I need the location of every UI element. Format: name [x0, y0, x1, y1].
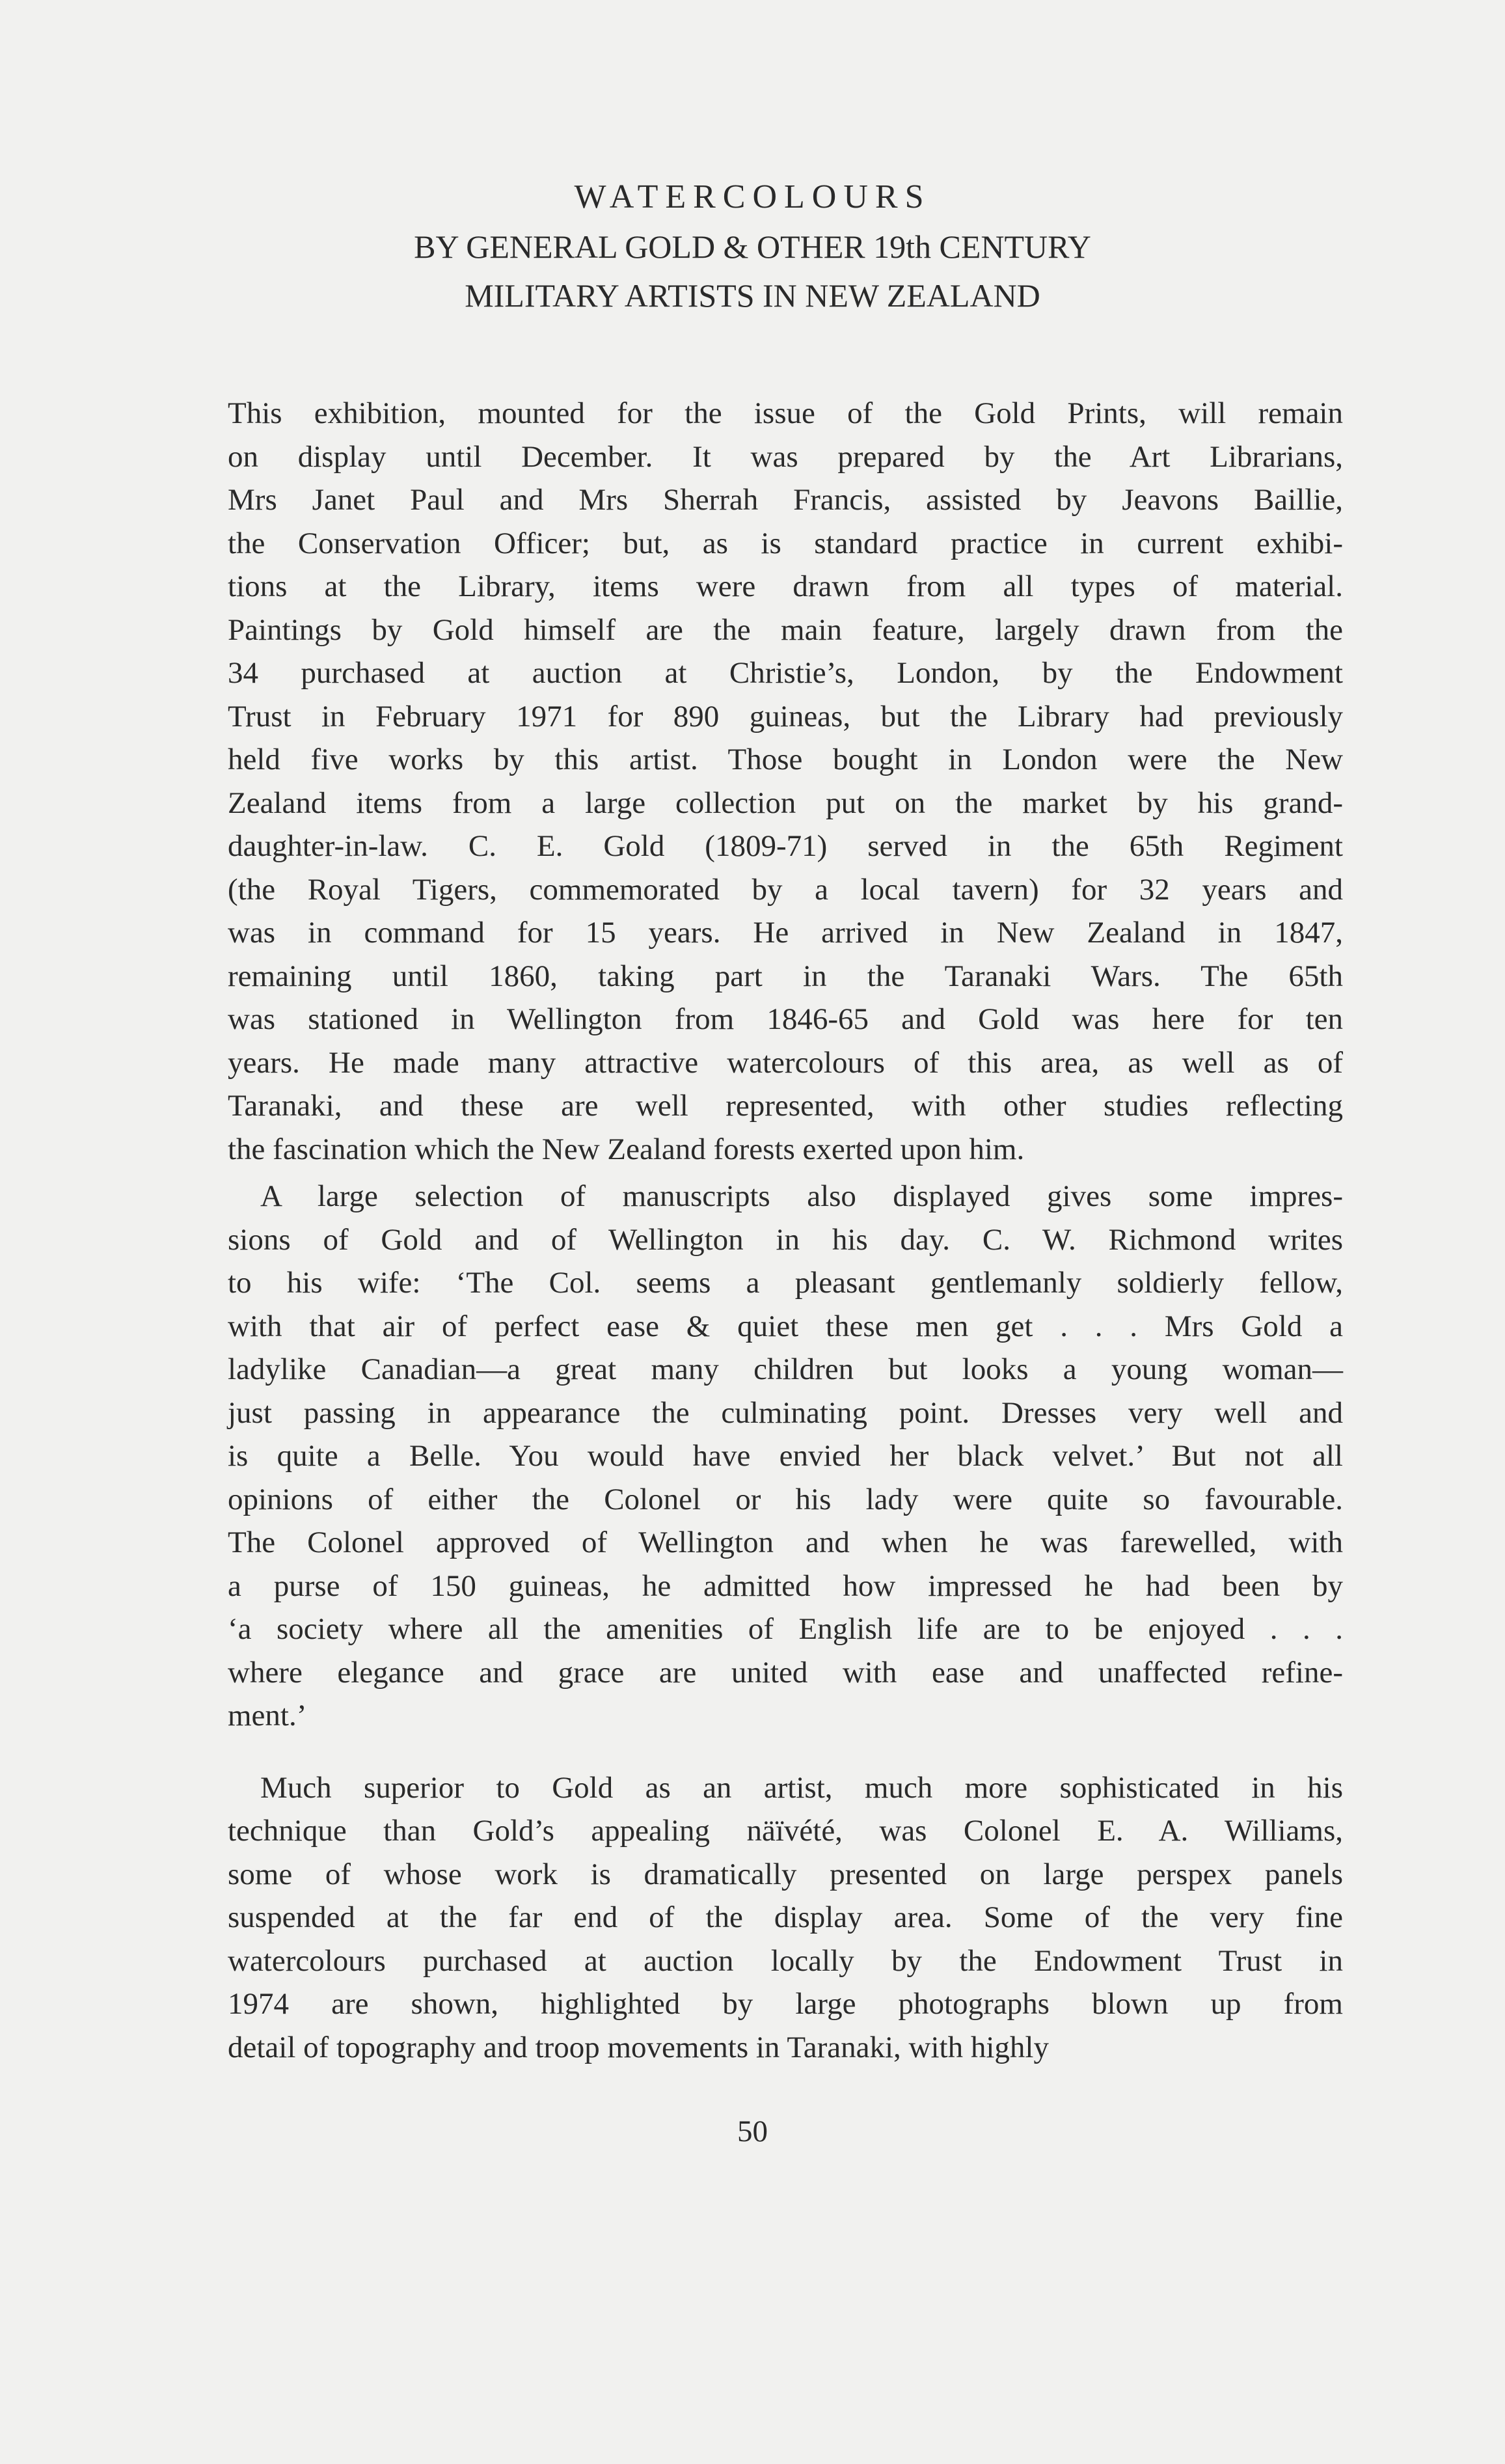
article-subtitle-line-1: BY GENERAL GOLD & OTHER 19th CENTURY	[414, 228, 1091, 265]
article-body	[228, 392, 1343, 2069]
page-number: 50	[737, 2115, 768, 2148]
text-line: 1974 are shown, highlighted by large photographs blown up from	[228, 1987, 1343, 2021]
text-line: ‘a society where all the amenities of English life are to be enjoyed . . .	[228, 1612, 1343, 1646]
text-line: daughter-in-law. C. E. Gold (1809-71) served in the 65th Regiment	[228, 829, 1343, 863]
text-line: ment.’	[228, 1699, 307, 1732]
text-line: held five works by this artist. Those bought in London were the New	[228, 743, 1343, 776]
text-line: was stationed in Wellington from 1846-65 and Gold was here for ten	[228, 1002, 1343, 1036]
text-line: Zealand items from a large collection put on the market by his grand-	[228, 786, 1343, 820]
text-line: Taranaki, and these are well represented, with other studies reflecting	[228, 1089, 1343, 1123]
text-line: ladylike Canadian—a great many children but looks a young woman—	[228, 1352, 1343, 1386]
text-line: 34 purchased at auction at Christie’s, London, by the Endowment	[228, 656, 1343, 690]
article-subtitle-line-2: MILITARY ARTISTS IN NEW ZEALAND	[465, 277, 1040, 314]
text-line: The Colonel approved of Wellington and when he was farewelled, with	[228, 1526, 1343, 1559]
text-line: the fascination which the New Zealand forests exerted upon him.	[228, 1132, 1025, 1166]
text-line: was in command for 15 years. He arrived in New Zealand in 1847,	[228, 916, 1343, 950]
text-line: (the Royal Tigers, commemorated by a local tavern) for 32 years and	[228, 872, 1343, 907]
text-line: detail of topography and troop movements in Taranaki, with highly	[228, 2030, 1049, 2064]
text-line: where elegance and grace are united with ease and unaffected refine-	[228, 1655, 1343, 1690]
article-title: WATERCOLOURS	[574, 178, 931, 215]
paragraph-2	[228, 1175, 1343, 1738]
paragraph-1	[228, 392, 1343, 1171]
text-line: technique than Gold’s appealing näïvété, was Colonel E. A. Williams,	[228, 1814, 1343, 1848]
text-line: remaining until 1860, taking part in the Taranaki Wars. The 65th	[228, 959, 1343, 993]
text-line: to his wife: ‘The Col. seems a pleasant gentlemanly soldierly fellow,	[228, 1266, 1343, 1300]
text-line: opinions of either the Colonel or his lady were quite so favourable.	[228, 1482, 1343, 1516]
text-line: just passing in appearance the culminating point. Dresses very well and	[228, 1395, 1343, 1430]
text-line: on display until December. It was prepared by the Art Librarians,	[228, 439, 1343, 474]
text-line: Much superior to Gold as an artist, much more sophisticated in his	[260, 1770, 1343, 1805]
text-line: This exhibition, mounted for the issue of the Gold Prints, will remain	[228, 396, 1343, 430]
text-line: the Conservation Officer; but, as is standard practice in current exhibi-	[228, 526, 1343, 560]
text-line: Mrs Janet Paul and Mrs Sherrah Francis, assisted by Jeavons Baillie,	[228, 483, 1343, 517]
text-line: some of whose work is dramatically presented on large perspex panels	[228, 1857, 1343, 1891]
text-line: a purse of 150 guineas, he admitted how impressed he had been by	[228, 1568, 1343, 1603]
paragraph-3	[228, 1766, 1343, 2070]
text-line: Trust in February 1971 for 890 guineas, but the Library had previously	[228, 699, 1343, 733]
text-line: tions at the Library, items were drawn from all types of material.	[228, 569, 1343, 603]
text-line: watercolours purchased at auction locally by the Endowment Trust in	[228, 1943, 1343, 1978]
text-line: suspended at the far end of the display area. Some of the very fine	[228, 1900, 1343, 1934]
text-line: sions of Gold and of Wellington in his day. C. W. Richmond writes	[228, 1222, 1343, 1257]
text-line: years. He made many attractive watercolours of this area, as well as of	[228, 1045, 1343, 1080]
text-line: is quite a Belle. You would have envied her black velvet.’ But not all	[228, 1439, 1343, 1473]
text-line: with that air of perfect ease & quiet these men get . . . Mrs Gold a	[228, 1309, 1343, 1343]
text-line: A large selection of manuscripts also displayed gives some impres-	[260, 1179, 1343, 1213]
text-line: Paintings by Gold himself are the main feature, largely drawn from the	[228, 612, 1343, 647]
